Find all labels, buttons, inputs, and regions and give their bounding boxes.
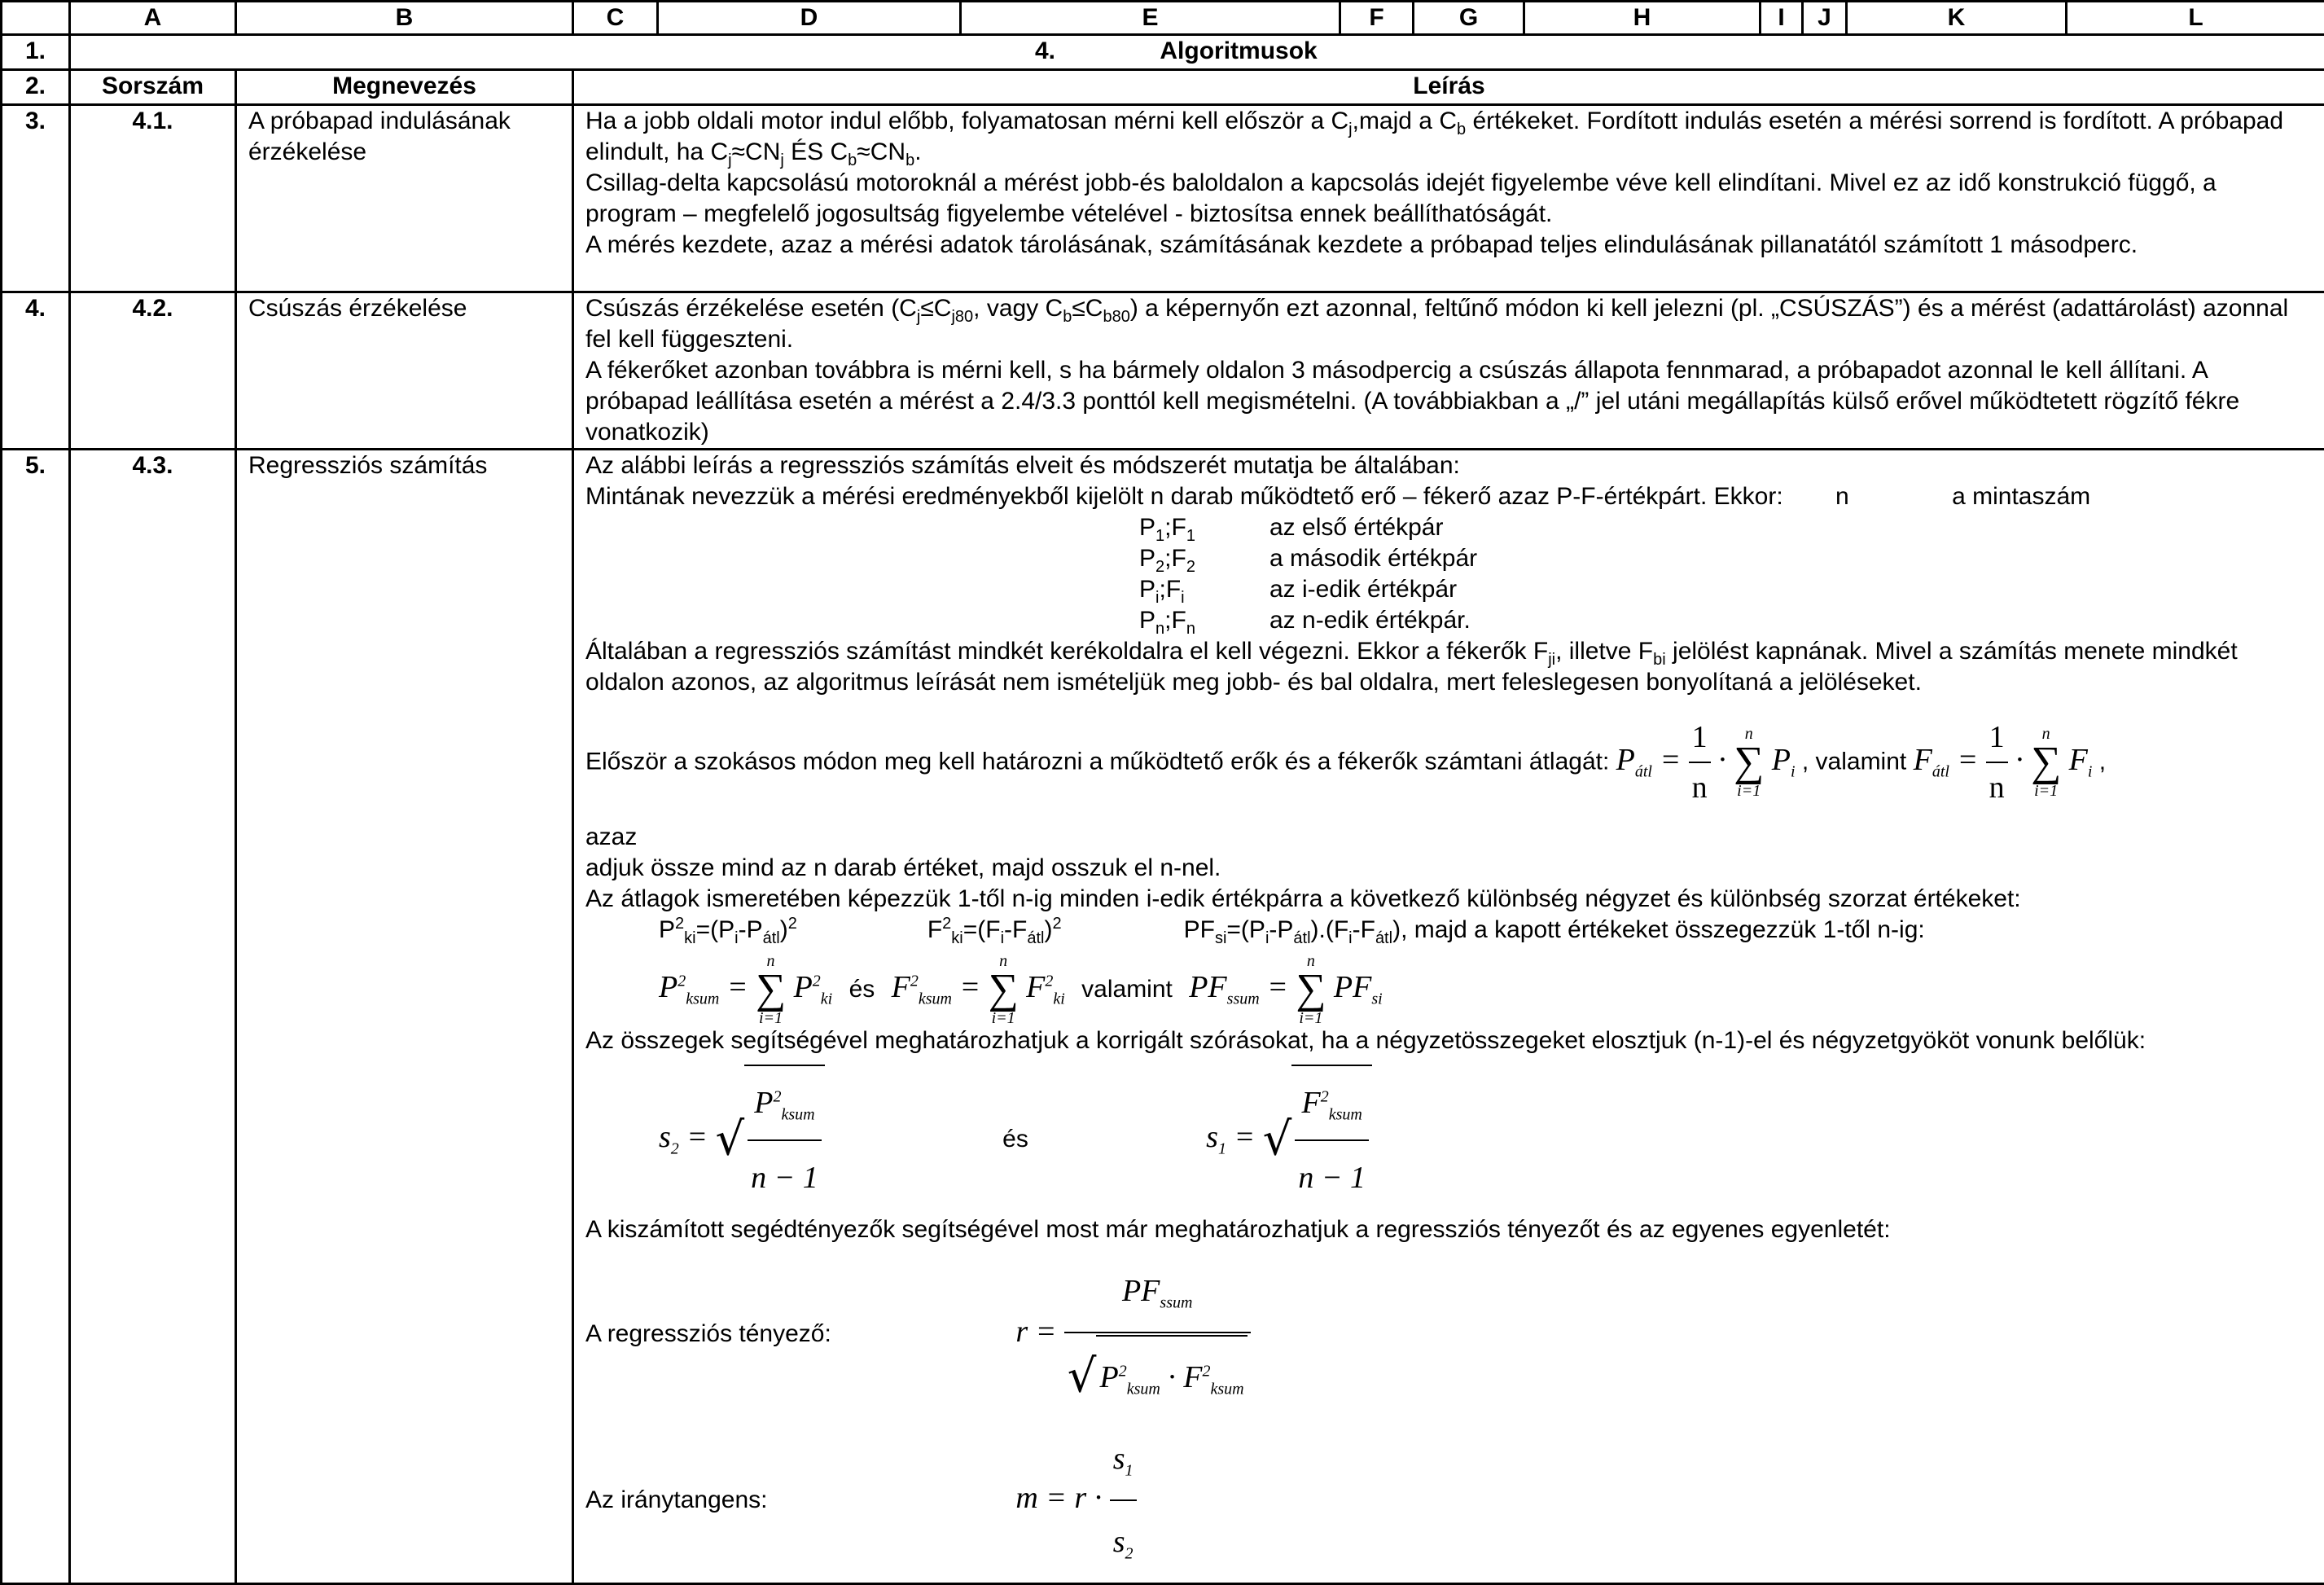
- item-1-paragraph-2: Csillag-delta kapcsolású motoroknál a mérést jobb-és baloldalon a kapcsolás idejét figyelembe véve kell elindítani. Mivel ez az idő konstrukció függő, a program – megfelelő jogosultság figyelembe vételével - biztosítsa ennek beállíthatóságát.: [585, 168, 2313, 230]
- col-header-l[interactable]: L: [2067, 2, 2324, 35]
- header-megnevezes[interactable]: Megnevezés: [236, 70, 573, 105]
- item-2-megnevezes[interactable]: Csúszás érzékelése: [236, 292, 573, 450]
- row-5: [2, 450, 2324, 1584]
- header-sorszam[interactable]: Sorszám: [70, 70, 236, 105]
- formula-sum-pf: $PF_{ssum} = n$ ∑ i=1 $PF_{si}$: [1189, 970, 1382, 1004]
- col-header-a[interactable]: A: [70, 2, 236, 35]
- row-2: [2, 70, 2324, 105]
- formula-mean-f: $F_{átl}$ = $\frac{1}{n}$ · n ∑ i=1 $F_i$: [1914, 743, 2093, 777]
- item-2-paragraph-2: A fékerőket azonban továbbra is mérni kell, s ha bármely oldalon 3 másodpercig a csúszás állapota fennmarad, a próbapadot azonnal le kell állítani. A próbapad leállítása esetén a mérést a 2.4/3.3 ponttól kell megismételni. (A továbbiakban a „/” jel utáni megállapítás külső erővel működtetett rögzítő fékre vonatkozik): [585, 355, 2313, 448]
- col-header-k[interactable]: K: [1847, 2, 2067, 35]
- col-header-d[interactable]: D: [658, 2, 961, 35]
- regr-atlagok: Az átlagok ismeretében képezzük 1-től n-ig minden i-edik értékpárra a következő különbség négyzet és különbség szorzat értékeket:: [585, 884, 2313, 915]
- regr-iranytangens: Az iránytangens: m = r · $\frac{s_1}{s_2}$: [585, 1418, 2313, 1583]
- pair-item: $P_n;F_n$ az n-edik értékpár.: [1139, 605, 2313, 636]
- item-1-paragraph-1: Ha a jobb oldali motor indul előbb, folyamatosan mérni kell először a $C_j,majd$ a $C_b$ értékeket. Fordított indulás esetén a mérési sorrend is fordított. A próbapad elindult, ha $C_j\approx CN_j$ ÉS $C_b\approx CN_b$.: [585, 106, 2313, 168]
- col-header-f[interactable]: F: [1340, 2, 1414, 35]
- header-leiras[interactable]: Leírás: [573, 70, 2324, 105]
- item-3-megnevezes[interactable]: Regressziós számítás: [236, 450, 573, 1584]
- item-2-sorszam[interactable]: 4.2.: [70, 292, 236, 450]
- row-4: [2, 292, 2324, 450]
- minta-desc: a mintaszám: [1952, 483, 2090, 510]
- section-number: 4.: [1035, 37, 1055, 64]
- col-header-g[interactable]: G: [1414, 2, 1524, 35]
- item-3-sorszam[interactable]: 4.3.: [70, 450, 236, 1584]
- pair-item: $P_1;F_1$ az első értékpár: [1139, 512, 2313, 543]
- regr-altalaban: Általában a regressziós számítást mindkét kerékoldalra el kell végezni. Ekkor a fékerők $F_{ji}$, illetve $F_{bi}$ jelölést kapnának. Mivel a számítás menete mindkét oldalon azonos, az algoritmus leírását nem ismételjük meg jobb- és bal oldalra, mert feleslegesen bonyolítaná a jelöléseket.: [585, 636, 2313, 698]
- regr-tenyezo: A regressziós tényező: r = $\frac{PF_{ssum}}{√ P^2_{ksum} \cdot F^2_{ksum}}$: [585, 1250, 2313, 1418]
- regr-intro: Az alábbi leírás a regressziós számítás elveit és módszerét mutatja be általában:: [585, 450, 2313, 481]
- regr-azaz: azaz: [585, 822, 2313, 853]
- corner-cell[interactable]: [2, 2, 70, 35]
- pair-item: $P_2;F_2$ a második értékpár: [1139, 543, 2313, 574]
- title-cell[interactable]: [70, 35, 2324, 70]
- row-header-1[interactable]: 1.: [2, 35, 70, 70]
- item-3-leiras[interactable]: [573, 450, 2324, 1584]
- item-1-megnevezes[interactable]: A próbapad indulásának érzékelése: [236, 105, 573, 292]
- col-header-b[interactable]: B: [236, 2, 573, 35]
- regr-adjuk: adjuk össze mind az n darab értéket, majd osszuk el n-nel.: [585, 853, 2313, 884]
- regr-minta: Mintának nevezzük a mérési eredményekből kijelölt n darab működtető erő – fékerő azaz P-F-értékpárt. Ekkor: n a mintaszám: [585, 481, 2313, 512]
- formula-s1: $s_1$ = √ $\frac{F^2_{ksum}}{n - 1}$: [1206, 1120, 1372, 1154]
- row-3: [2, 105, 2324, 292]
- minta-n: n: [1835, 483, 1849, 510]
- row-header-5[interactable]: 5.: [2, 450, 70, 1584]
- regr-eloszor: Először a szokásos módon meg kell határozni a működtető erők és a fékerők számtani átlagát: $P_{átl}$ = $\frac{1}{n}$ · n ∑ i=1 $P_i$ , valamint $F_{átl}$ = $\frac{1}{n}$ · n ∑ i=1 $F_i$ ,: [585, 713, 2313, 812]
- col-header-e[interactable]: E: [961, 2, 1340, 35]
- regr-kiszamitott: A kiszámított segédtényezők segítségével most már meghatározhatjuk a regressziós tényezőt és az egyenes egyenletét:: [585, 1214, 2313, 1245]
- regr-kulonbseg: $P^2_{ki}=(P_i-P_{átl})^2$ $F^2_{ki}=(F_i-F_{átl})^2$ $PF_{si}=(P_i-P_{átl}).(F_i-F_{átl})$, majd a kapott értékeket összegezzük 1-től n-ig:: [659, 915, 2313, 946]
- regr-szorasok: $s_2$ = √ $\frac{P^2_{ksum}}{n - 1}$ és $s_1$ = √ $\frac{F^2_{ksum}}{n - 1}$: [659, 1065, 2313, 1214]
- item-1-leiras[interactable]: [573, 105, 2324, 292]
- row-header-4[interactable]: 4.: [2, 292, 70, 450]
- regr-sum-formulas: $P^2_{ksum} = n$ ∑ i=1 $P^2_{ki}$ és $F^2_{ksum} = n$ ∑ i=1 $F^2_{ki}$ valamint $PF_{ssum} = n$ ∑ i=1 $PF_{si}$: [659, 954, 2313, 1025]
- col-header-j[interactable]: J: [1803, 2, 1847, 35]
- formula-sum-f: $F^2_{ksum} = n$ ∑ i=1 $F^2_{ki}$: [892, 970, 1065, 1004]
- item-1-paragraph-3: A mérés kezdete, azaz a mérési adatok tárolásának, számításának kezdete a próbapad teljes elindulásának pillanatától számított 1 másodperc.: [585, 230, 2313, 261]
- formula-s2: $s_2$ = √ $\frac{P^2_{ksum}}{n - 1}$: [659, 1120, 825, 1154]
- formula-sum-p: $P^2_{ksum} = n$ ∑ i=1 $P^2_{ki}$: [659, 970, 832, 1004]
- regr-osszegek: Az összegek segítségével meghatározhatjuk a korrigált szórásokat, ha a négyzetösszegeket elosztjuk (n-1)-el és négyzetgyököt vonunk belőlük:: [585, 1025, 2313, 1056]
- col-header-c[interactable]: C: [573, 2, 658, 35]
- section-title: [82, 37, 1318, 64]
- column-header-row: [2, 2, 2324, 35]
- formula-m: m = r · $\frac{s_1}{s_2}$: [1015, 1481, 1136, 1515]
- row-1: [2, 35, 2324, 70]
- formula-r: r = $\frac{PF_{ssum}}{√ P^2_{ksum} \cdot F^2_{ksum}}$: [1015, 1315, 1250, 1349]
- row-header-3[interactable]: 3.: [2, 105, 70, 292]
- item-2-leiras[interactable]: [573, 292, 2324, 450]
- col-header-i[interactable]: I: [1761, 2, 1803, 35]
- formula-mean-p: $P_{átl}$ = $\frac{1}{n}$ · n ∑ i=1 $P_i$: [1616, 743, 1796, 777]
- row-header-2[interactable]: 2.: [2, 70, 70, 105]
- item-2-paragraph-1: Csúszás érzékelése esetén ($C_j\le C_{j80}$, vagy $C_b\le C_{b80}$) a képernyőn ezt azonnal, feltűnő módon ki kell jelezni (pl. „CSÚSZÁS”) és a mérést (adattárolást) azonnal fel kell függeszteni.: [585, 293, 2313, 355]
- col-header-h[interactable]: H: [1524, 2, 1761, 35]
- item-1-sorszam[interactable]: 4.1.: [70, 105, 236, 292]
- pair-item: $P_i;F_i$ az i-edik értékpár: [1139, 574, 2313, 605]
- section-name: Algoritmusok: [1160, 37, 1317, 64]
- pair-list: [1139, 512, 2313, 636]
